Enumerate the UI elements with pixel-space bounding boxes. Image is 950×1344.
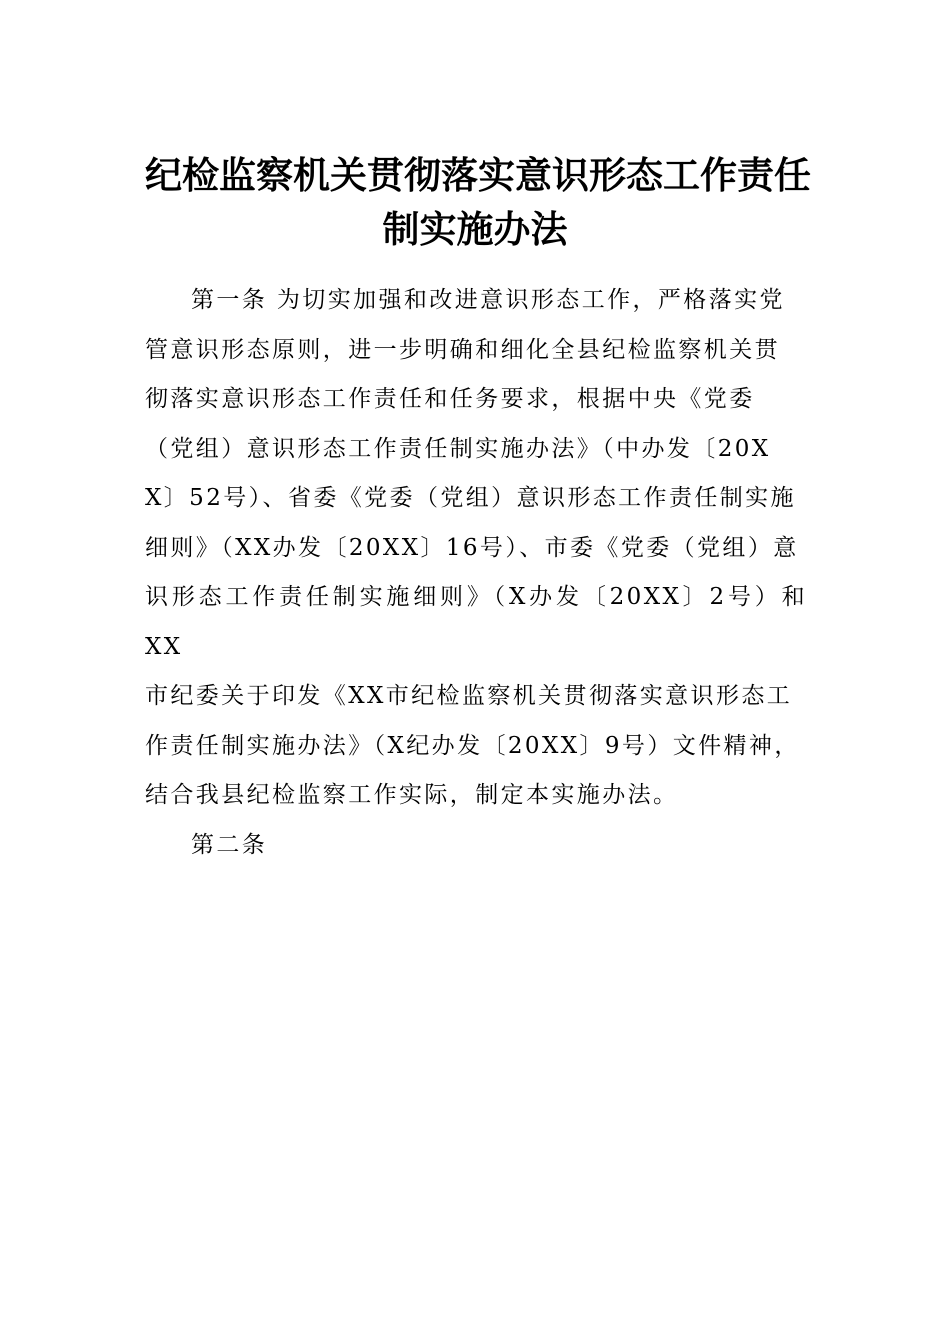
article-1-line: 识形态工作责任制实施细则》（X办发〔20XX〕2号）和XX [145, 584, 807, 660]
article-1-line: 管意识形态原则，进一步明确和细化全县纪检监察机关贯 [145, 336, 780, 363]
article-2-heading: 第二条 [191, 831, 268, 858]
article-1-line: （党组）意识形态工作责任制实施办法》（中办发〔20X [145, 435, 771, 462]
article-1-paragraph [145, 276, 807, 821]
title-line-1: 纪检监察机关贯彻落实意识形态工作责任 [145, 153, 811, 197]
title-line-2: 制实施办法 [382, 207, 568, 251]
document-body [145, 276, 807, 870]
article-1-line: 结合我县纪检监察工作实际，制定本实施办法。 [145, 782, 679, 808]
article-1-line: 作责任制实施办法》（X纪办发〔20XX〕9号）文件精神， [145, 732, 800, 759]
article-1-line: 细则》（XX办发〔20XX〕16号）、市委《党委（党组）意 [145, 534, 799, 561]
document-title [145, 148, 811, 256]
article-1-line: 市纪委关于印发《XX市纪检监察机关贯彻落实意识形态工 [145, 683, 793, 709]
article-1-line: 彻落实意识形态工作责任和任务要求，根据中央《党委 [145, 386, 755, 412]
article-1-line: 第一条 为切实加强和改进意识形态工作，严格落实党 [191, 287, 785, 313]
article-1-line: X〕52号）、省委《党委（党组）意识形态工作责任制实施 [145, 485, 796, 511]
